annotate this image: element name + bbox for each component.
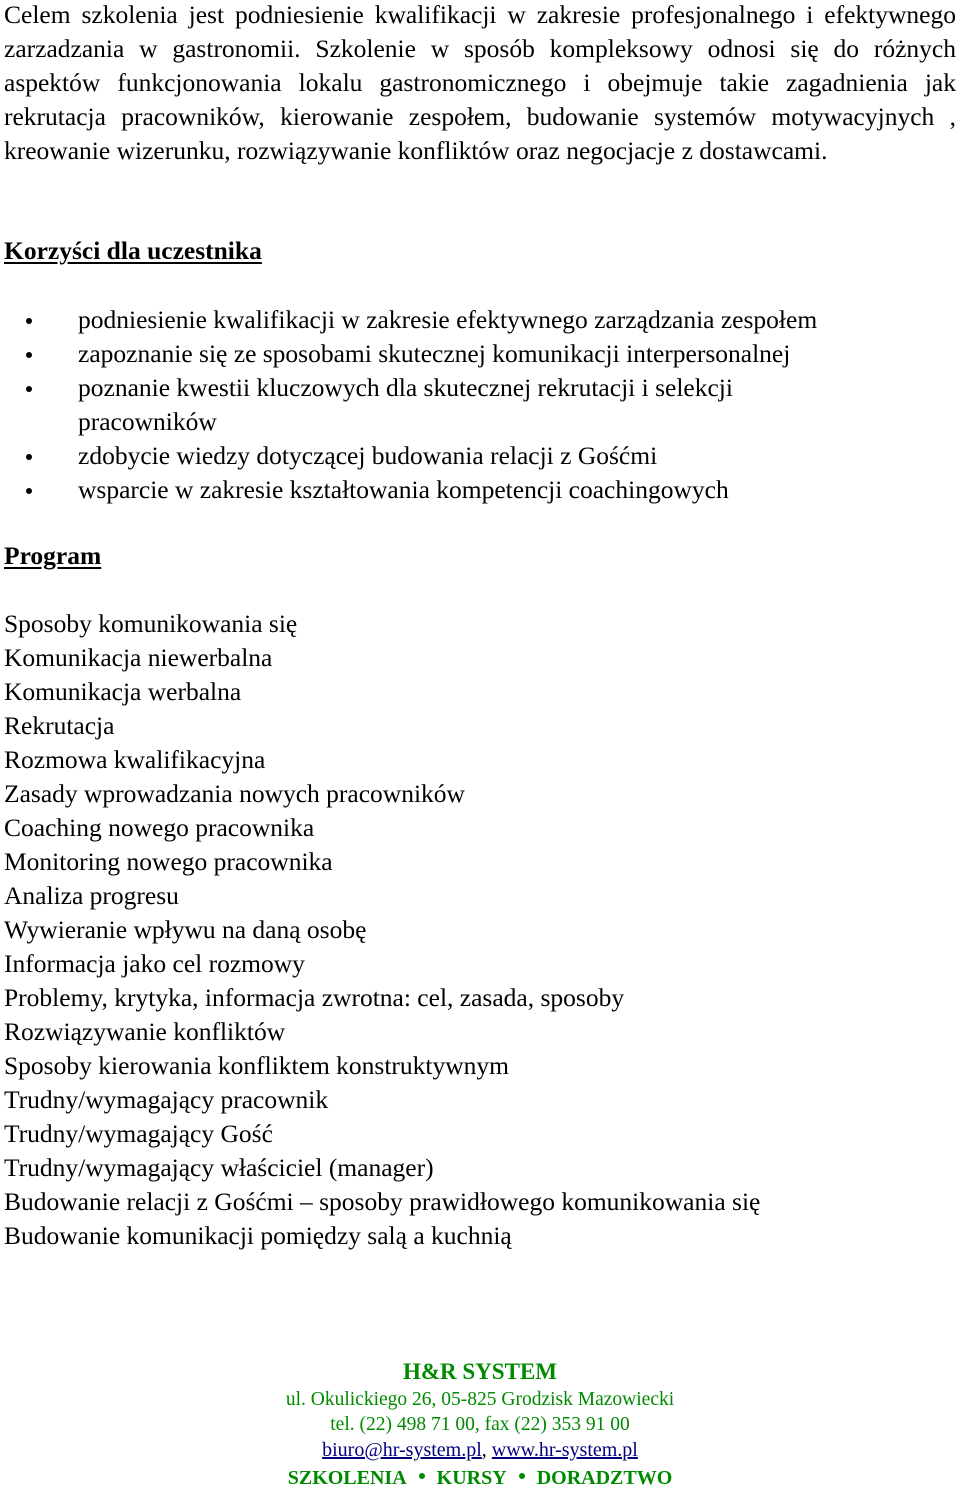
- program-list: [4, 607, 760, 1253]
- program-item: Trudny/wymagający Gość: [4, 1119, 273, 1148]
- list-item: [0, 303, 858, 337]
- program-item: Komunikacja werbalna: [4, 677, 242, 706]
- intro-paragraph: Celem szkolenia jest podniesienie kwalifikacji w zakresie profesjonalnego i efektywnego zarzadzania w gastronomii. Szkolenie w sposób kompleksowy odnosi się do różnych aspektów funkcjonowania lokalu gastronomicznego i obejmuje takie zagadnienia jak rekrutacja pracowników, kierowanie zespołem, budowanie systemów motywacyjnych , kreowanie wizerunku, rozwiązywanie konfliktów oraz negocjacje z dostawcami.: [4, 0, 956, 165]
- company-name: H&R SYSTEM: [403, 1359, 557, 1384]
- benefit-text: zdobycie wiedzy dotyczącej budowania relacji z Gośćmi: [78, 441, 658, 470]
- program-item: Wywieranie wpływu na daną osobę: [4, 915, 367, 944]
- bullet-icon: [26, 386, 32, 392]
- email-link[interactable]: biuro@hr-system.pl: [322, 1439, 482, 1461]
- program-item: Trudny/wymagający właściciel (manager): [4, 1153, 434, 1182]
- program-item: Analiza progresu: [4, 881, 179, 910]
- program-item: Rozmowa kwalifikacyjna: [4, 745, 266, 774]
- program-item: Budowanie relacji z Gośćmi – sposoby prawidłowego komunikowania się: [4, 1187, 761, 1216]
- benefit-text: poznanie kwestii kluczowych dla skutecznej rekrutacji i selekcji pracowników: [78, 373, 733, 436]
- bullet-icon: [26, 454, 32, 460]
- company-address: ul. Okulickiego 26, 05-825 Grodzisk Mazowiecki: [285, 1389, 675, 1410]
- company-phone: tel. (22) 498 71 00, fax (22) 353 91 00: [330, 1414, 630, 1435]
- benefit-text: podniesienie kwalifikacji w zakresie efektywnego zarządzania zespołem: [78, 305, 818, 334]
- program-item: Monitoring nowego pracownika: [4, 847, 333, 876]
- program-item: Problemy, krytyka, informacja zwrotna: cel, zasada, sposoby: [4, 983, 625, 1012]
- program-item: Sposoby kierowania konfliktem konstruktywnym: [4, 1051, 509, 1080]
- bullet-icon: [26, 488, 32, 494]
- program-item: Trudny/wymagający pracownik: [4, 1085, 329, 1114]
- program-heading: Program: [4, 541, 102, 570]
- bullet-icon: [419, 1473, 425, 1479]
- services-line: [0, 1464, 960, 1492]
- benefit-text: zapoznanie się ze sposobami skutecznej komunikacji interpersonalnej: [78, 339, 791, 368]
- service-consulting: DORADZTWO: [536, 1467, 673, 1489]
- program-item: Sposoby komunikowania się: [4, 609, 298, 638]
- program-item: Zasady wprowadzania nowych pracowników: [4, 779, 465, 808]
- contact-links: [0, 1437, 960, 1464]
- service-training: SZKOLENIA: [287, 1467, 407, 1489]
- benefit-text: wsparcie w zakresie kształtowania kompetencji coachingowych: [78, 475, 729, 504]
- benefits-heading: Korzyści dla uczestnika: [4, 236, 262, 265]
- list-item: [0, 371, 858, 439]
- program-item: Komunikacja niewerbalna: [4, 643, 273, 672]
- link-separator: ,: [481, 1439, 487, 1461]
- program-item: Coaching nowego pracownika: [4, 813, 315, 842]
- service-courses: KURSY: [436, 1467, 507, 1489]
- program-item: Rozwiązywanie konfliktów: [4, 1017, 286, 1046]
- program-item: Informacja jako cel rozmowy: [4, 949, 305, 978]
- list-item: [0, 439, 858, 473]
- bullet-icon: [519, 1473, 525, 1479]
- list-item: [0, 473, 858, 507]
- benefits-list: [0, 303, 960, 507]
- footer: [0, 1357, 960, 1492]
- list-item: [0, 337, 858, 371]
- website-link[interactable]: www.hr-system.pl: [491, 1439, 638, 1461]
- bullet-icon: [26, 318, 32, 324]
- program-item: Rekrutacja: [4, 711, 115, 740]
- bullet-icon: [26, 352, 32, 358]
- program-item: Budowanie komunikacji pomiędzy salą a kuchnią: [4, 1221, 512, 1250]
